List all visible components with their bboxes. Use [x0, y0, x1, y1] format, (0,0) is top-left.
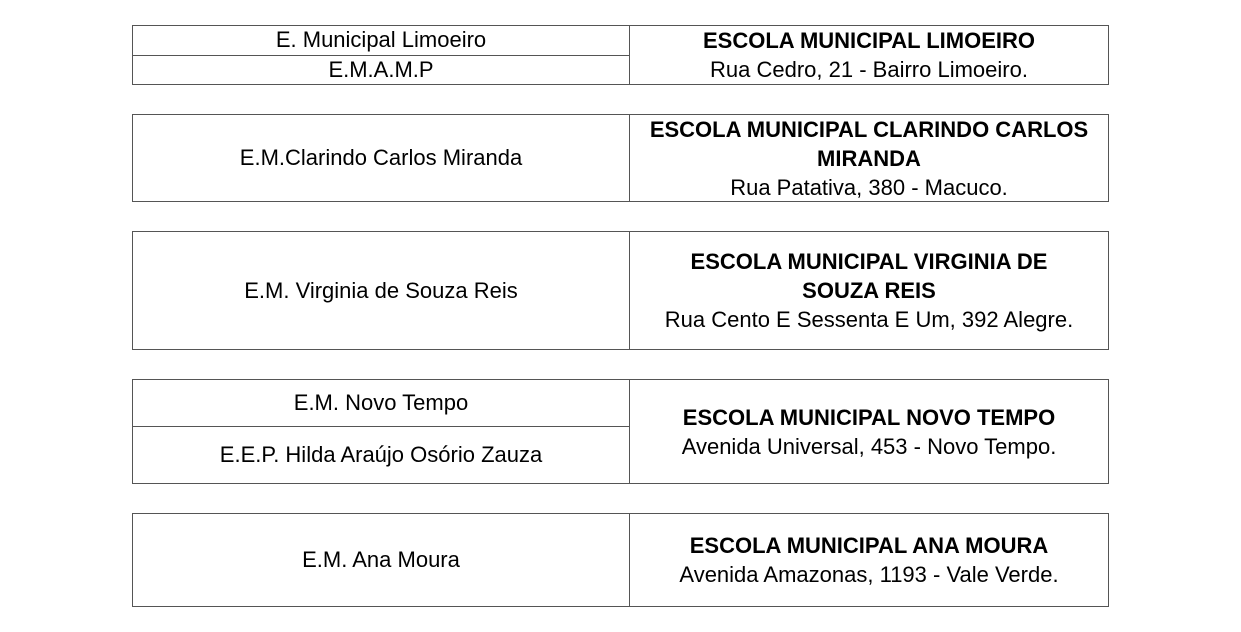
school-short-names — [133, 26, 630, 84]
school-short-name: E.M. Virginia de Souza Reis — [244, 277, 518, 303]
school-table-novo-tempo — [132, 379, 1109, 484]
school-short-names — [133, 380, 630, 483]
school-address: Rua Cento E Sessenta E Um, 392 Alegre. — [664, 307, 1074, 332]
school-short-name: E.M. Ana Moura — [302, 547, 460, 572]
school-table-virginia — [132, 231, 1109, 350]
school-full-name: ESCOLA MUNICIPAL CLARINDO CARLOS MIRANDA — [649, 116, 1089, 171]
school-address: Rua Patativa, 380 - Macuco. — [730, 174, 1008, 200]
school-table-ana-moura — [132, 513, 1109, 607]
school-details — [630, 514, 1108, 606]
school-address: Avenida Amazonas, 1193 - Vale Verde. — [679, 562, 1059, 587]
school-table-clarindo — [132, 114, 1109, 202]
school-short-name: E. Municipal Limoeiro — [275, 27, 487, 53]
school-details — [630, 26, 1108, 84]
school-short-name: E.E.P. Hilda Araújo Osório Zauza — [133, 426, 629, 483]
school-details — [630, 232, 1108, 349]
school-address: Avenida Universal, 453 - Novo Tempo. — [681, 433, 1057, 459]
school-short-name: E.M.Clarindo Carlos Miranda — [239, 145, 523, 170]
school-short-name: E.M.A.M.P — [133, 55, 629, 85]
school-full-name: ESCOLA MUNICIPAL ANA MOURA — [689, 533, 1049, 558]
school-address: Rua Cedro, 21 - Bairro Limoeiro. — [710, 57, 1028, 82]
school-details — [630, 115, 1108, 201]
school-short-names — [133, 232, 630, 349]
school-details — [630, 380, 1108, 483]
school-full-name: ESCOLA MUNICIPAL NOVO TEMPO — [682, 404, 1056, 430]
school-full-name: ESCOLA MUNICIPAL VIRGINIA DE SOUZA REIS — [690, 249, 1048, 303]
school-table-limoeiro — [132, 25, 1109, 85]
school-short-name: E.M. Novo Tempo — [293, 390, 469, 415]
school-full-name: ESCOLA MUNICIPAL LIMOEIRO — [702, 28, 1036, 53]
school-short-names — [133, 514, 630, 606]
school-short-names — [133, 115, 630, 201]
